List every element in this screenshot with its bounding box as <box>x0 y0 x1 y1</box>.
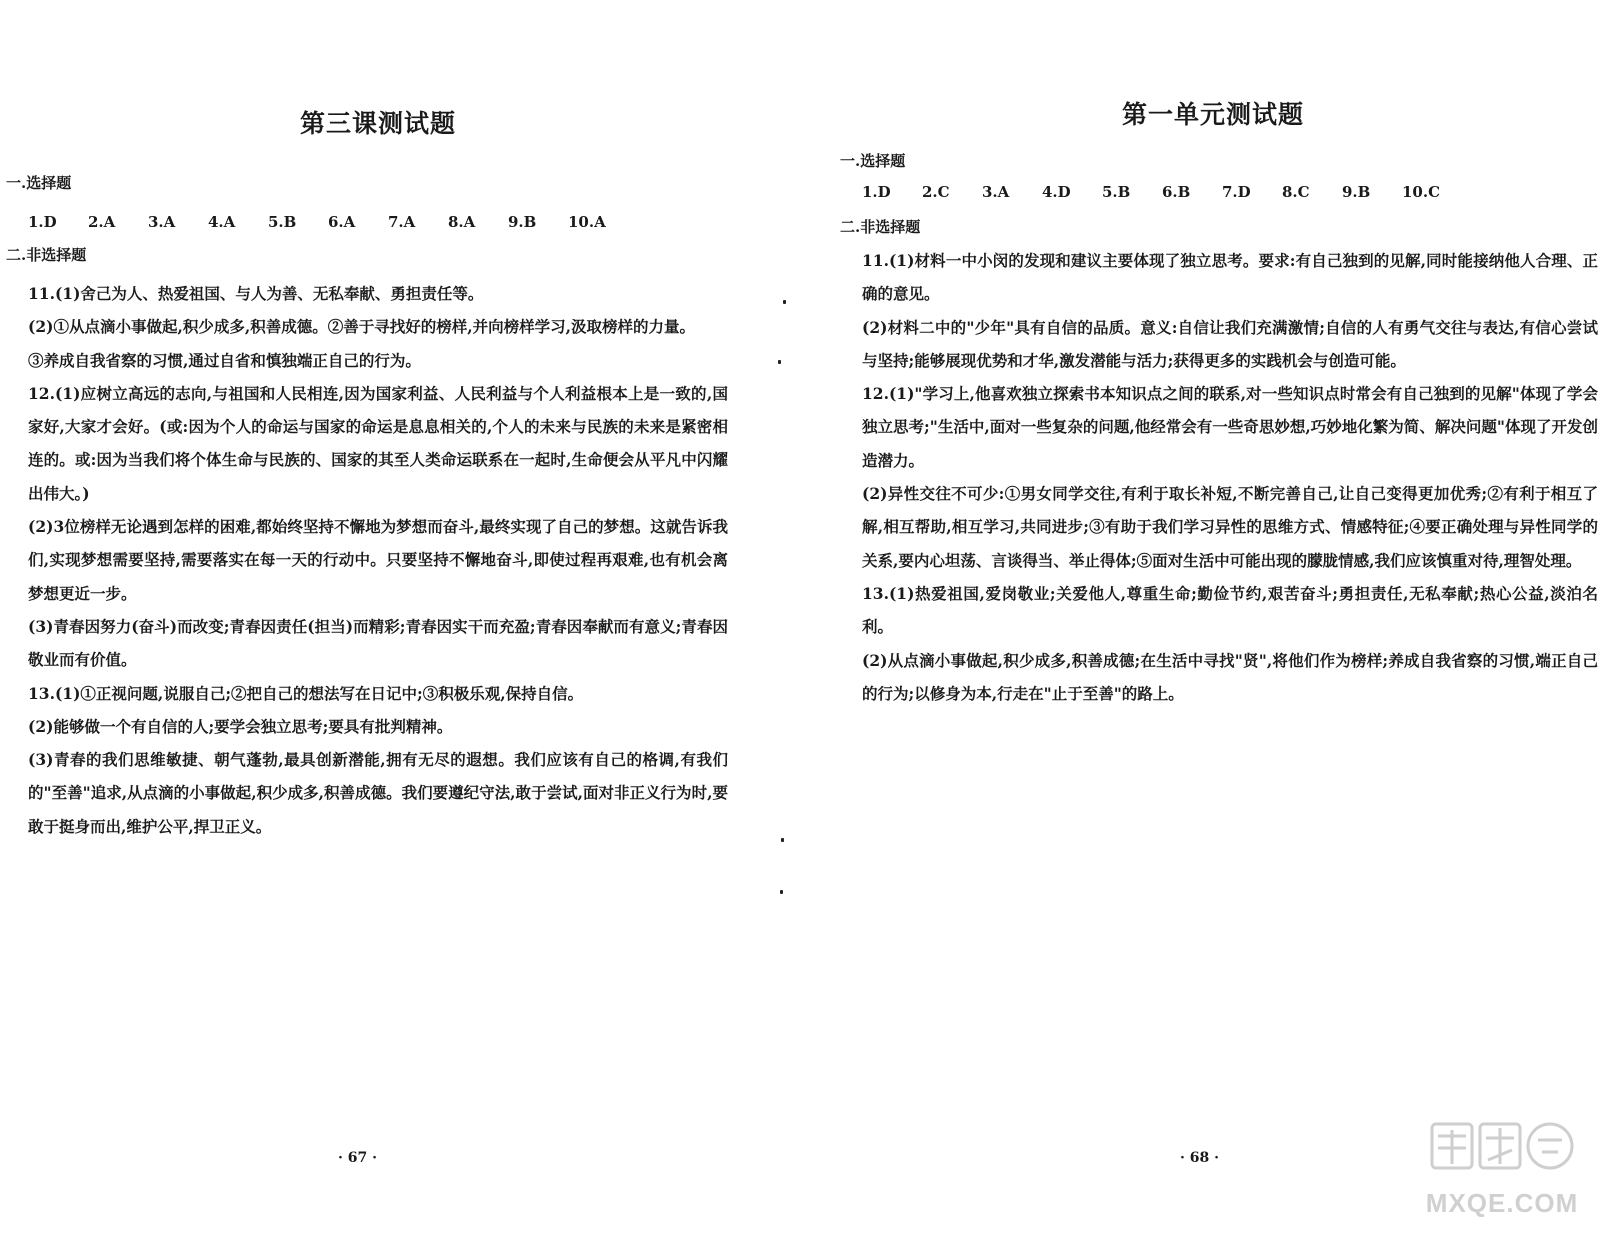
choice-answer: 4.D <box>1042 183 1071 201</box>
page-title: 第一单元测试题 <box>1122 100 1305 129</box>
choice-answer: 6.B <box>1162 183 1191 201</box>
choice-answer: 9.B <box>1342 183 1371 201</box>
answer-paragraph: 11.(1)舍己为人、热爱祖国、与人为善、无私奉献、勇担责任等。 <box>28 284 484 303</box>
choice-answer: 2.A <box>88 213 116 231</box>
answer-paragraph: (2)3位榜样无论遇到怎样的困难,都始终坚持不懈地为梦想而奋斗,最终实现了自己的梦想。这就告诉我们,实现梦想需要坚持,需要落实在每一天的行动中。只要坚持不懈地奋斗,即使过程再艰难,也有机会离梦想更近一步。 <box>28 517 728 603</box>
answer-paragraph: (2)能够做一个有自信的人;要学会独立思考;要具有批判精神。 <box>28 716 453 736</box>
answer-paragraph: (3)青春的我们思维敏捷、朝气蓬勃,最具创新潜能,拥有无尽的遐想。我们应该有自己的格调,有我们的"至善"追求,从点滴的小事做起,积少成多,积善成德。我们要遵纪守法,敢于尝试,面对非正义行为时,要敢于挺身而出,维护公平,捍卫正义。 <box>28 750 728 836</box>
choice-answers <box>28 213 628 231</box>
answer-paragraph: ③养成自我省察的习惯,通过自省和慎独端正自己的行为。 <box>28 350 421 370</box>
answer-body <box>862 244 1598 710</box>
choice-answer: 10.C <box>1402 183 1441 201</box>
answer-paragraph: 13.(1)热爱祖国,爱岗敬业;关爱他人,尊重生命;勤俭节约,艰苦奋斗;勇担责任,无私奉献;热心公益,淡泊名利。 <box>862 583 1598 637</box>
answer-body <box>28 277 728 843</box>
svg-text:MXQE.COM: MXQE.COM <box>1426 1188 1578 1218</box>
answer-paragraph: 11.(1)材料一中小闵的发现和建议主要体现了独立思考。要求:有自己独到的见解,同时能接纳他人合理、正确的意见。 <box>862 251 1598 304</box>
choice-answer: 7.D <box>1222 183 1251 201</box>
choice-answer: 7.A <box>388 213 416 231</box>
choice-answer: 3.A <box>148 213 176 231</box>
watermark-logo <box>1426 1116 1578 1226</box>
choice-answers <box>862 183 1462 201</box>
scan-speck <box>783 300 786 304</box>
answer-paragraph: 13.(1)①正视问题,说服自己;②把自己的想法写在日记中;③积极乐观,保持自信。 <box>28 683 584 703</box>
right-page <box>840 0 1600 1238</box>
choice-answer: 10.A <box>568 213 606 231</box>
section-heading-choice: 一.选择题 <box>840 152 906 170</box>
choice-answer: 4.A <box>208 213 236 231</box>
choice-answer: 5.B <box>268 213 297 231</box>
choice-answer: 9.B <box>508 213 537 231</box>
choice-answer: 3.A <box>982 183 1010 201</box>
choice-answer: 2.C <box>922 183 950 201</box>
section-heading-nonchoice: 二.非选择题 <box>6 246 87 264</box>
answer-paragraph: (3)青春因努力(奋斗)而改变;青春因责任(担当)而精彩;青春因实干而充盈;青春因奉献而有意义;青春因敬业而有价值。 <box>28 616 728 670</box>
answer-paragraph: (2)材料二中的"少年"具有自信的品质。意义:自信让我们充满激情;自信的人有勇气交往与表达,有信心尝试与坚持;能够展现优势和才华,激发潜能与活力;获得更多的实践机会与创造可能。 <box>862 317 1598 370</box>
answer-paragraph: 12.(1)应树立高远的志向,与祖国和人民相连,因为国家利益、人民利益与个人利益根本上是一致的,国家好,大家才会好。(或:因为个人的命运与国家的命运是息息相关的,个人的未来与民族的未来是紧密相连的。或:因为当我们将个体生命与民族的、国家的其至人类命运联系在一起时,生命便会从平凡中闪耀出伟大。) <box>28 383 728 503</box>
choice-answer: 6.A <box>328 213 356 231</box>
answer-paragraph: 12.(1)"学习上,他喜欢独立探索书本知识点之间的联系,对一些知识点时常会有自己独到的见解"体现了学会独立思考;"生活中,面对一些复杂的问题,他经常会有一些奇思妙想,巧妙地化繁为简、解决问题"体现了开发创造潜力。 <box>862 384 1598 470</box>
choice-answer: 1.D <box>862 183 891 201</box>
section-heading-choice: 一.选择题 <box>6 174 72 192</box>
page-number: · 68 · <box>1180 1150 1219 1166</box>
page-title: 第三课测试题 <box>300 109 457 138</box>
left-page <box>0 0 780 1238</box>
section-heading-nonchoice: 二.非选择题 <box>840 218 921 236</box>
choice-answer: 1.D <box>28 213 57 231</box>
choice-answer: 8.A <box>448 213 476 231</box>
choice-answer: 8.C <box>1282 183 1310 201</box>
answer-paragraph: (2)①从点滴小事做起,积少成多,积善成德。②善于寻找好的榜样,并向榜样学习,汲取榜样的力量。 <box>28 317 696 337</box>
scan-speck <box>781 838 784 842</box>
answer-paragraph: (2)异性交往不可少:①男女同学交往,有利于取长补短,不断完善自己,让自己变得更加优秀;②有利于相互了解,相互帮助,相互学习,共同进步;③有助于我们学习异性的思维方式、情感特征;④要正确处理与异性同学的关系,要内心坦荡、言谈得当、举止得体;⑤面对生活中可能出现的朦胧情感,我们应该慎重对待,理智处理。 <box>862 484 1598 570</box>
scan-speck <box>780 890 783 894</box>
scan-speck <box>778 360 781 364</box>
page-number: · 67 · <box>338 1150 377 1166</box>
choice-answer: 5.B <box>1102 183 1131 201</box>
answer-paragraph: (2)从点滴小事做起,积少成多,积善成德;在生活中寻找"贤",将他们作为榜样;养成自我省察的习惯,端正自己的行为;以修身为本,行走在"止于至善"的路上。 <box>862 650 1598 703</box>
